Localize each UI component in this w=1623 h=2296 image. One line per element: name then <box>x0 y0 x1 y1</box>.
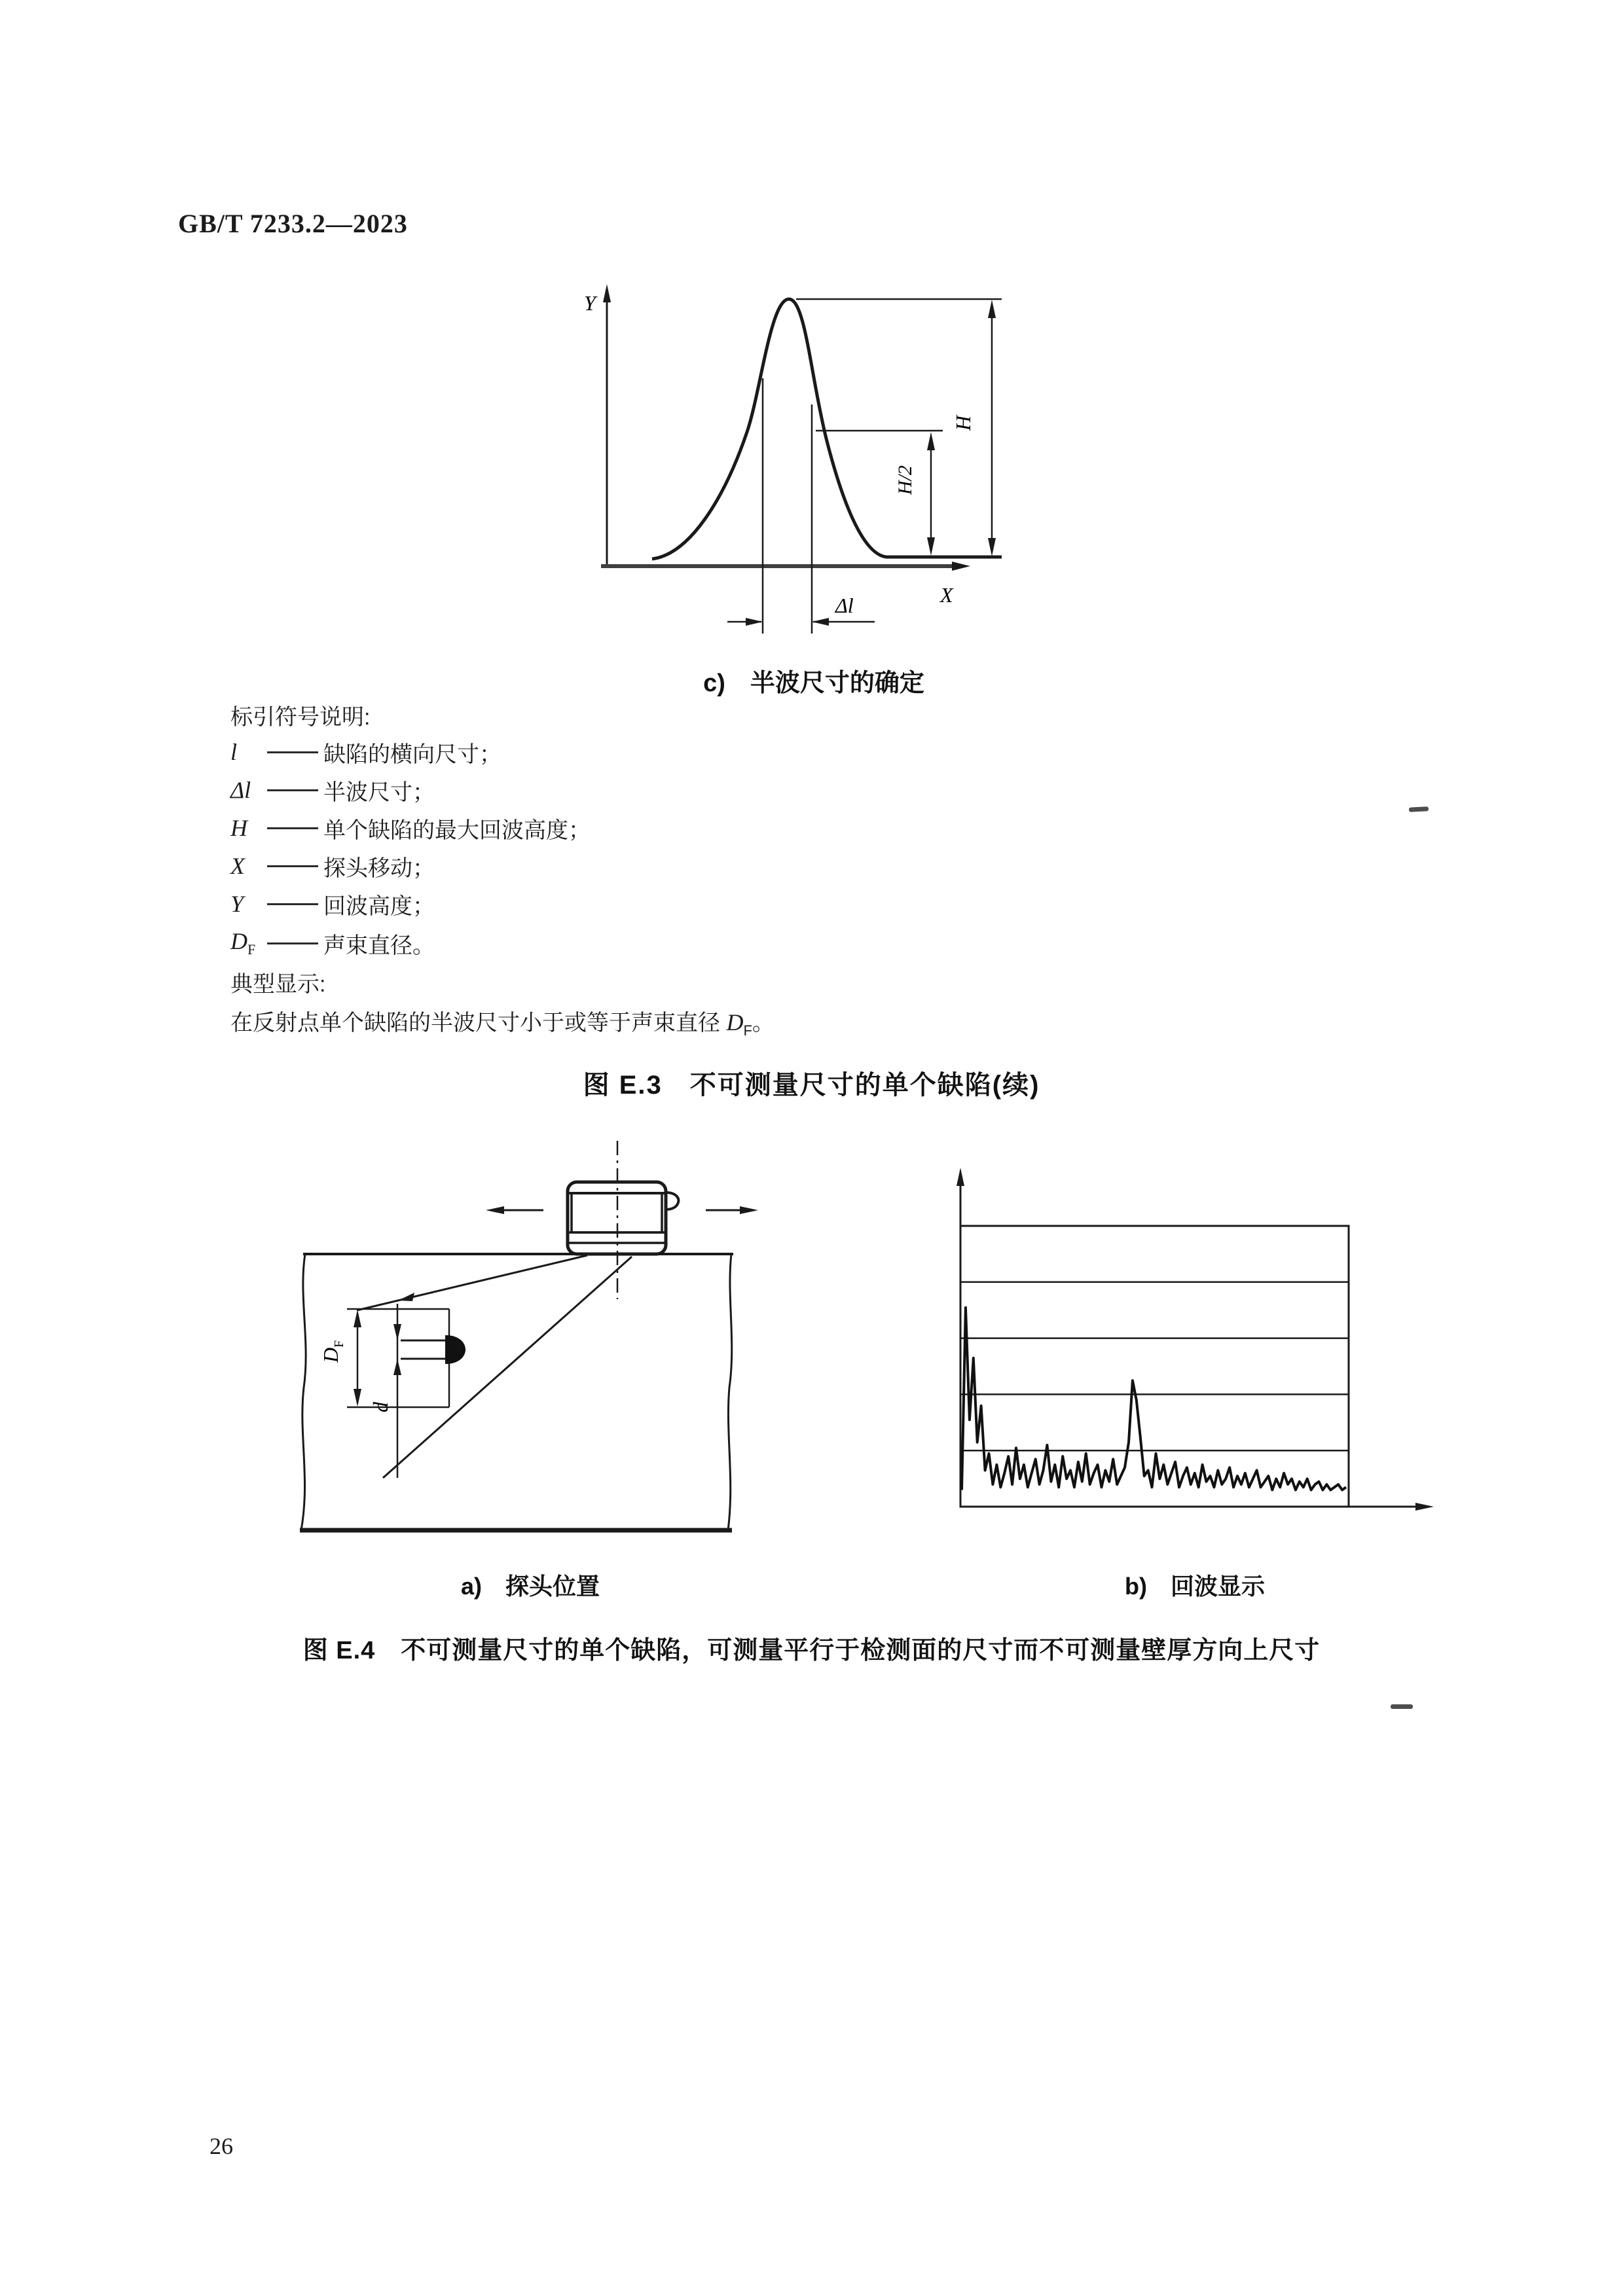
legend-item-df <box>230 928 435 958</box>
figure-b-echo-display <box>936 1152 1453 1545</box>
echo-envelope-curve <box>652 299 1002 559</box>
h2-arrowhead-top <box>927 432 935 450</box>
legend-desc: 单个缺陷的最大回波高度； <box>323 817 591 843</box>
legend-desc: 缺陷的横向尺寸； <box>323 742 501 767</box>
legend-item-h <box>230 813 591 843</box>
standard-number-header: GB/T 7233.2—2023 <box>178 209 408 238</box>
y-axis-label: Y <box>584 291 596 315</box>
legend-symbol: $D_F$ <box>230 928 256 958</box>
echo-waveform-trace <box>962 1308 1346 1490</box>
d-arrowhead-up <box>393 1359 401 1375</box>
scan-speck <box>1391 1704 1413 1709</box>
y-axis-arrowhead <box>603 284 611 302</box>
legend-symbol: l <box>230 739 238 765</box>
legend-desc: 探头移动； <box>323 855 435 881</box>
h-label: H <box>951 415 975 431</box>
delta-l-label: Δl <box>835 594 854 617</box>
legend-desc: 回波高度； <box>323 893 435 919</box>
legend-dash <box>267 865 318 867</box>
figure-c-halfwave-diagram <box>575 274 1013 647</box>
legend-title: 标引符号说明: <box>230 705 371 730</box>
figure-e4-caption: 图 E.4 不可测量尺寸的单个缺陷，可测量平行于检测面的尺寸而不可测量壁厚方向上尺寸 <box>302 1637 1321 1664</box>
legend-item-l <box>230 737 501 767</box>
legend-symbol: Y <box>230 891 244 917</box>
h-arrowhead-bottom <box>988 538 996 556</box>
legend-dash <box>267 827 318 829</box>
probe-connector-tab <box>666 1193 678 1210</box>
legend-symbol: H <box>230 815 247 841</box>
typical-display-text: 在反射点单个缺陷的半波尺寸小于或等于声束直径 $D_F$。 <box>230 1009 775 1039</box>
screen-y-arrowhead <box>957 1168 964 1186</box>
delta-l-arrow-left <box>746 618 763 626</box>
move-right-arrowhead <box>740 1206 758 1214</box>
block-left-wavy-edge <box>301 1254 306 1530</box>
legend-dash <box>267 789 318 791</box>
defect-tip <box>445 1335 465 1364</box>
df-arrowhead-top <box>354 1310 361 1327</box>
h2-label: H/2 <box>894 465 916 495</box>
move-left-arrowhead <box>486 1206 504 1214</box>
scan-speck <box>1409 806 1429 812</box>
delta-l-arrow-right <box>812 618 829 626</box>
block-right-wavy-edge <box>728 1254 732 1530</box>
d-arrowhead-down <box>393 1324 401 1340</box>
h-arrowhead-top <box>988 300 996 318</box>
legend-item-y <box>230 889 435 919</box>
legend-desc: 声束直径。 <box>323 933 435 958</box>
figure-b-caption: b) 回波显示 <box>1125 1573 1265 1600</box>
screen-graticule <box>960 1282 1349 1450</box>
df-arrowhead-bottom <box>354 1389 361 1407</box>
legend-item-delta-l <box>230 775 435 805</box>
beam-arrowhead <box>398 1293 414 1301</box>
beam-diameter-label: $D_F$ <box>319 1340 346 1363</box>
figure-c-caption: c) 半波尺寸的确定 <box>703 670 924 697</box>
typical-display-title: 典型显示: <box>230 972 326 997</box>
screen-x-arrowhead <box>1415 1503 1434 1511</box>
legend-desc: 半波尺寸； <box>323 780 435 805</box>
legend-item-x <box>230 851 435 881</box>
defect-size-label: d <box>369 1402 392 1412</box>
legend-dash <box>267 751 318 753</box>
figure-e3-caption: 图 E.3 不可测量尺寸的单个缺陷(续) <box>583 1071 1040 1100</box>
x-axis-arrowhead <box>952 562 970 571</box>
x-axis-label: X <box>940 583 953 607</box>
df-symbol: D <box>726 1009 744 1035</box>
figure-a-probe-position <box>282 1132 779 1577</box>
legend-symbol: Δl <box>230 777 251 803</box>
legend-symbol: X <box>230 853 245 879</box>
legend-dash <box>267 942 318 944</box>
page-number: 26 <box>210 2133 233 2159</box>
beam-lower-line <box>383 1257 632 1478</box>
beam-upper-line <box>357 1255 587 1310</box>
legend-dash <box>267 903 318 905</box>
h2-arrowhead-bottom <box>927 537 935 556</box>
figure-a-caption: a) 探头位置 <box>460 1573 600 1600</box>
